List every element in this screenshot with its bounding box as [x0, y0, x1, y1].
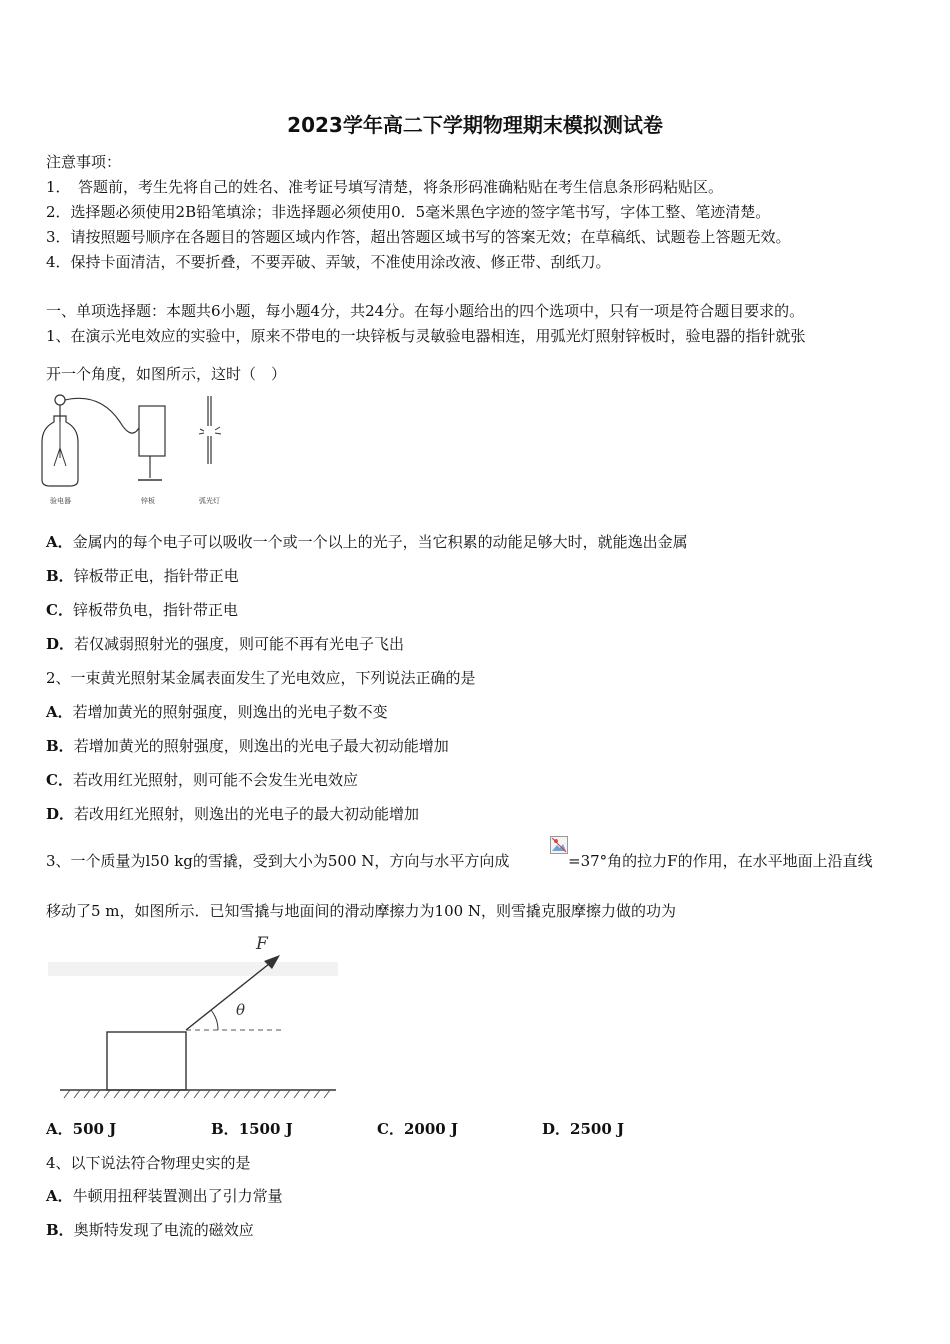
q3-option-a[interactable] — [46, 1120, 116, 1138]
notice-item: 4．保持卡面清洁，不要折叠，不要弄破、弄皱，不准使用涂改液、修正带、刮纸刀。 — [46, 253, 611, 271]
option-key: C． — [377, 1120, 404, 1138]
q4-option-a[interactable] — [46, 1187, 283, 1205]
page-title: 2023学年高二下学期物理期末模拟测试卷 — [287, 113, 663, 137]
option-text: 金属内的每个电子可以吸收一个或一个以上的光子，当它积累的动能足够大时，就能逸出金属 — [72, 533, 688, 551]
option-text: 500 J — [72, 1120, 117, 1138]
q1-option-c[interactable] — [46, 601, 238, 619]
option-key: A． — [46, 1187, 73, 1205]
figure-label-force: F — [256, 934, 268, 954]
q2-option-b[interactable] — [46, 737, 449, 755]
option-text: 牛顿用扭秤装置测出了引力常量 — [72, 1187, 283, 1205]
notice-heading: 注意事项： — [46, 153, 122, 171]
q1-option-d[interactable] — [46, 635, 404, 653]
q3-stem-line1-part2: =37°角的拉力F的作用，在水平地面上沿直线 — [568, 852, 873, 870]
option-key: B． — [46, 737, 74, 755]
q4-option-b[interactable] — [46, 1221, 254, 1239]
option-text: 1500 J — [238, 1120, 293, 1138]
option-text: 若增加黄光的照射强度，则逸出的光电子最大初动能增加 — [73, 737, 449, 755]
q3-option-c[interactable] — [377, 1120, 458, 1138]
q2-stem: 2、一束黄光照射某金属表面发生了光电效应，下列说法正确的是 — [46, 669, 476, 687]
q1-option-a[interactable] — [46, 533, 688, 551]
option-text: 锌板带负电，指针带正电 — [72, 601, 238, 619]
option-text: 2500 J — [570, 1120, 625, 1138]
option-text: 2000 J — [403, 1120, 459, 1138]
option-key: D． — [46, 805, 75, 823]
q3-figure-sled-force-diagram — [40, 930, 350, 1106]
option-key: A． — [46, 703, 73, 721]
option-key: B． — [211, 1120, 239, 1138]
notice-item: 2．选择题必须使用2B铅笔填涂；非选择题必须使用0．5毫米黑色字迹的签字笔书写，字体工整、笔迹清楚。 — [46, 203, 771, 221]
broken-image-icon — [550, 836, 568, 854]
option-text: 若增加黄光的照射强度，则逸出的光电子数不变 — [72, 703, 388, 721]
q3-stem-line1-part1: 3、一个质量为l50 kg的雪撬，受到大小为500 N，方向与水平方向成 — [46, 852, 510, 870]
q4-stem: 4、以下说法符合物理史实的是 — [46, 1154, 251, 1172]
option-key: C． — [46, 771, 73, 789]
notice-item: 1． 答题前，考生先将自己的姓名、准考证号填写清楚，将条形码准确粘贴在考生信息条形码粘贴区。 — [46, 178, 724, 196]
q2-option-a[interactable] — [46, 703, 388, 721]
option-key: B． — [46, 567, 74, 585]
option-key: B． — [46, 1221, 74, 1239]
q1-stem-line1: 1、在演示光电效应的实验中，原来不带电的一块锌板与灵敏验电器相连，用弧光灯照射锌板时，验电器的指针就张 — [46, 327, 806, 345]
option-text: 奥斯特发现了电流的磁效应 — [73, 1221, 254, 1239]
notice-item: 3．请按照题号顺序在各题目的答题区域内作答，超出答题区域书写的答案无效；在草稿纸、试题卷上答题无效。 — [46, 228, 791, 246]
option-key: D． — [46, 635, 75, 653]
option-key: A． — [46, 533, 73, 551]
option-text: 锌板带正电，指针带正电 — [73, 567, 239, 585]
q1-stem-line2: 开一个角度，如图所示，这时（ ） — [46, 365, 287, 383]
option-key: A． — [46, 1120, 73, 1138]
q1-option-b[interactable] — [46, 567, 239, 585]
q1-figure-electroscope-apparatus — [40, 392, 240, 492]
q2-option-c[interactable] — [46, 771, 358, 789]
q3-option-b[interactable] — [211, 1120, 293, 1138]
option-text: 若改用红光照射，则可能不会发生光电效应 — [72, 771, 358, 789]
option-key: D． — [542, 1120, 571, 1138]
figure-label-angle: θ — [236, 1001, 246, 1019]
figure-label-electroscope: 验电器 — [50, 497, 71, 505]
section-heading: 一、单项选择题：本题共6小题，每小题4分，共24分。在每小题给出的四个选项中，只有一项是符合题目要求的。 — [46, 302, 805, 320]
option-key: C． — [46, 601, 73, 619]
q3-option-d[interactable] — [542, 1120, 624, 1138]
q3-stem-line2: 移动了5 m，如图所示．已知雪撬与地面间的滑动摩擦力为100 N，则雪撬克服摩擦力做的功为 — [46, 902, 677, 920]
figure-label-zinc-plate: 锌板 — [141, 497, 155, 505]
figure-label-arc-lamp: 弧光灯 — [199, 497, 220, 505]
option-text: 若改用红光照射，则逸出的光电子的最大初动能增加 — [74, 805, 420, 823]
q2-option-d[interactable] — [46, 805, 419, 823]
option-text: 若仅减弱照射光的强度，则可能不再有光电子飞出 — [74, 635, 405, 653]
